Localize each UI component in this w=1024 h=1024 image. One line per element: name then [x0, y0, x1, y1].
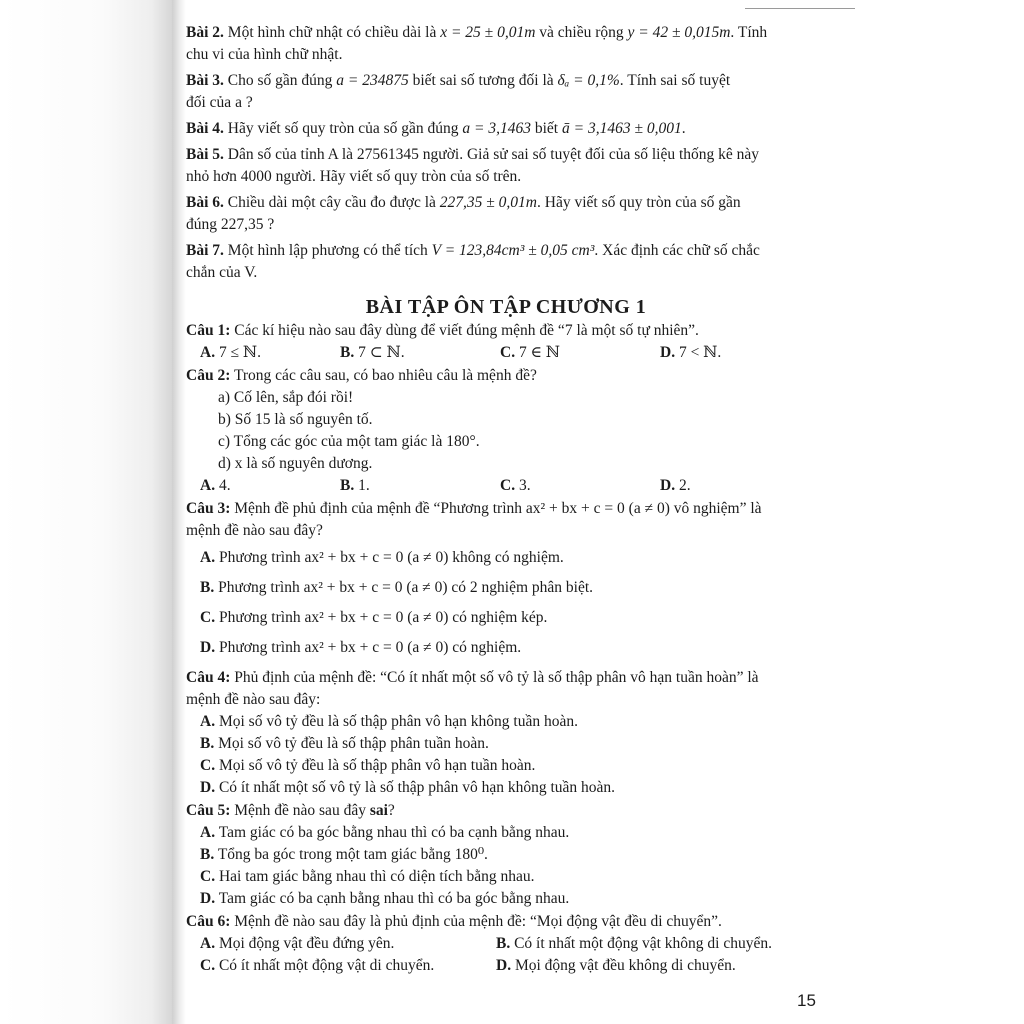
choice-b[interactable] — [200, 733, 826, 755]
exercise-text: Chiều dài một cây cầu đo được là — [227, 194, 440, 211]
question-3 — [186, 498, 826, 659]
choice-text: Mọi động vật đều đứng yên. — [218, 935, 395, 952]
choice-text: Mọi động vật đều không di chuyển. — [514, 957, 736, 974]
exercise-math: y = 42 ± 0,015m — [627, 24, 731, 41]
choices — [186, 342, 826, 364]
choice-b[interactable] — [200, 577, 826, 599]
choice-text: Có ít nhất một động vật không di chuyển. — [514, 935, 772, 952]
exercise-text: và chiều rộng — [535, 24, 628, 41]
question-label: Câu 4: — [186, 669, 231, 686]
question-label: Câu 5: — [186, 802, 231, 819]
exercise-math: x = 25 ± 0,01m — [440, 24, 536, 41]
exercise-math: 227,35 ± 0,01m — [439, 194, 537, 211]
question-text: ? — [387, 802, 395, 819]
exercise-bai-7 — [186, 240, 826, 284]
choice-c[interactable] — [200, 755, 826, 777]
exercise-text: nhỏ hơn 4000 người. Hãy viết số quy tròn của số trên. — [186, 168, 522, 185]
question-text: Mệnh đề nào sau đây — [234, 802, 370, 819]
choice-letter: B. — [200, 846, 215, 863]
choice-c[interactable] — [500, 342, 660, 364]
choice-b[interactable] — [200, 844, 826, 866]
question-text: Phủ định của mệnh đề: “Có ít nhất một số vô tỷ là số thập phân vô hạn tuần hoàn” là — [234, 669, 759, 686]
choice-letter: A. — [200, 477, 216, 494]
section-title: BÀI TẬP ÔN TẬP CHƯƠNG 1 — [365, 296, 647, 318]
exercise-math: δₐ = 0,1% — [557, 72, 620, 89]
choice-d[interactable] — [200, 777, 826, 799]
choice-letter: A. — [200, 549, 216, 566]
question-text: Mệnh đề nào sau đây là phủ định của mệnh đề: “Mọi động vật đều di chuyển”. — [234, 913, 722, 930]
exercise-bai-4 — [186, 118, 826, 140]
question-text: Trong các câu sau, có bao nhiêu câu là mệnh đề? — [233, 367, 537, 384]
choice-letter: A. — [200, 713, 216, 730]
statement: d) x là số nguyên dương. — [218, 455, 373, 472]
choices — [186, 822, 826, 910]
question-text: Các kí hiệu nào sau đây dùng để viết đúng mệnh đề “7 là một số tự nhiên”. — [234, 322, 699, 339]
choice-letter: D. — [200, 779, 216, 796]
exercise-label: Bài 4. — [186, 120, 224, 137]
exercise-text: Một hình chữ nhật có chiều dài là — [227, 24, 441, 41]
choice-text: Phương trình ax² + bx + c = 0 (a ≠ 0) không có nghiệm. — [218, 549, 564, 566]
choice-letter: D. — [660, 344, 676, 361]
question-2 — [186, 365, 826, 497]
book-spine-shadow — [0, 0, 172, 1024]
page-gutter — [172, 0, 186, 1024]
choice-letter: B. — [496, 935, 511, 952]
choice-letter: D. — [200, 890, 216, 907]
choice-letter: C. — [500, 344, 516, 361]
statement: a) Cố lên, sắp đói rồi! — [218, 389, 354, 406]
choice-a[interactable] — [200, 711, 826, 733]
choice-a[interactable] — [200, 475, 340, 497]
question-text: Mệnh đề phủ định của mệnh đề “Phương trình ax² + bx + c = 0 (a ≠ 0) vô nghiệm” là — [234, 500, 762, 517]
question-4 — [186, 667, 826, 799]
exercise-text: . Tính — [730, 24, 768, 41]
exercise-text: chu vi của hình chữ nhật. — [186, 46, 343, 63]
choice-c[interactable] — [200, 866, 826, 888]
choice-letter: D. — [496, 957, 512, 974]
exercise-text: Hãy viết số quy tròn của số gần đúng — [227, 120, 463, 137]
choice-text: Mọi số vô tỷ đều là số thập phân tuần hoàn. — [218, 735, 489, 752]
choice-text: 7 < ℕ. — [678, 344, 722, 361]
page-number: 15 — [797, 991, 816, 1010]
exercise-text: đối của a ? — [186, 94, 253, 111]
choice-b[interactable] — [340, 475, 500, 497]
exercise-text: biết sai số tương đối là — [408, 72, 558, 89]
choice-text: Có ít nhất một động vật di chuyển. — [218, 957, 435, 974]
choice-text: Tam giác có ba góc bằng nhau thì có ba cạnh bằng nhau. — [218, 824, 570, 841]
choices — [186, 711, 826, 799]
choice-letter: B. — [200, 735, 215, 752]
exercise-math: ā = 3,1463 ± 0,001 — [562, 120, 682, 137]
exercise-math: a = 234875 — [336, 72, 409, 89]
choice-text: Phương trình ax² + bx + c = 0 (a ≠ 0) có 2 nghiệm phân biệt. — [218, 579, 594, 596]
top-rule — [745, 8, 855, 9]
choice-c[interactable] — [200, 607, 826, 629]
question-text: mệnh đề nào sau đây: — [186, 691, 321, 708]
question-label: Câu 1: — [186, 322, 231, 339]
exercise-label: Bài 6. — [186, 194, 224, 211]
choice-d[interactable] — [496, 955, 816, 977]
choice-text: 7 ⊂ ℕ. — [358, 344, 405, 361]
exercise-math: V = 123,84cm³ ± 0,05 cm³ — [431, 242, 595, 259]
choices — [186, 475, 826, 497]
question-1 — [186, 320, 826, 364]
choice-letter: A. — [200, 824, 216, 841]
choice-text: Tổng ba góc trong một tam giác bằng 180⁰. — [217, 846, 488, 863]
choice-text: 7 ∈ ℕ — [518, 344, 561, 361]
question-5 — [186, 800, 826, 910]
exercise-label: Bài 2. — [186, 24, 224, 41]
exercise-math: a = 3,1463 — [462, 120, 531, 137]
choice-c[interactable] — [500, 475, 660, 497]
choice-text: Có ít nhất một số vô tỷ là số thập phân vô hạn không tuần hoàn. — [218, 779, 616, 796]
question-label: Câu 6: — [186, 913, 231, 930]
choice-text: 2. — [678, 477, 691, 494]
choice-text: Mọi số vô tỷ đều là số thập phân vô hạn không tuần hoàn. — [218, 713, 578, 730]
choice-d[interactable] — [660, 342, 820, 364]
choice-letter: B. — [340, 477, 355, 494]
choice-d[interactable] — [660, 475, 820, 497]
question-text: mệnh đề nào sau đây? — [186, 522, 323, 539]
choice-letter: C. — [200, 757, 216, 774]
choice-c[interactable] — [200, 955, 496, 977]
exercise-label: Bài 5. — [186, 146, 224, 163]
choice-text: 1. — [358, 477, 370, 494]
choice-letter: C. — [200, 957, 216, 974]
exercise-text: Một hình lập phương có thể tích — [227, 242, 432, 259]
statement: c) Tổng các góc của một tam giác là 180°. — [218, 433, 480, 450]
exercise-bai-2 — [186, 22, 826, 66]
question-label: Câu 3: — [186, 500, 231, 517]
choice-text: Tam giác có ba cạnh bằng nhau thì có ba góc bằng nhau. — [218, 890, 570, 907]
choice-b[interactable] — [340, 342, 500, 364]
choice-text: 3. — [518, 477, 531, 494]
choice-a[interactable] — [200, 933, 496, 955]
question-6 — [186, 911, 826, 977]
exercise-text: . Tính sai số tuyệt — [619, 72, 731, 89]
choice-a[interactable] — [200, 342, 340, 364]
exercise-text: đúng 227,35 ? — [186, 216, 275, 233]
statement: b) Số 15 là số nguyên tố. — [218, 411, 373, 428]
choice-text: Phương trình ax² + bx + c = 0 (a ≠ 0) có nghiệm kép. — [218, 609, 548, 626]
choice-a[interactable] — [200, 547, 826, 569]
choice-text: 7 ≤ ℕ. — [218, 344, 262, 361]
exercise-text: . Xác định các chữ số chắc — [594, 242, 760, 259]
exercise-bai-3 — [186, 70, 826, 114]
choice-letter: D. — [660, 477, 676, 494]
choice-text: Hai tam giác bằng nhau thì có diện tích bằng nhau. — [218, 868, 535, 885]
choice-letter: B. — [200, 579, 215, 596]
choices — [186, 933, 826, 977]
choice-d[interactable] — [200, 637, 826, 659]
choice-letter: D. — [200, 639, 216, 656]
exercise-bai-6 — [186, 192, 826, 236]
exercise-text: Cho số gần đúng — [227, 72, 337, 89]
page-content — [186, 22, 826, 977]
choice-letter: B. — [340, 344, 355, 361]
question-label: Câu 2: — [186, 367, 231, 384]
choice-letter: A. — [200, 344, 216, 361]
choice-letter: C. — [500, 477, 516, 494]
choice-text: Mọi số vô tỷ đều là số thập phân vô hạn tuần hoàn. — [218, 757, 536, 774]
choice-letter: C. — [200, 609, 216, 626]
exercise-text: . — [681, 120, 686, 137]
choice-letter: A. — [200, 935, 216, 952]
question-emphasis: sai — [369, 802, 388, 819]
choice-b[interactable] — [496, 933, 816, 955]
choice-text: Phương trình ax² + bx + c = 0 (a ≠ 0) có nghiệm. — [218, 639, 522, 656]
exercise-bai-5 — [186, 144, 826, 188]
exercise-text: Dân số của tỉnh A là 27561345 người. Giả sử sai số tuyệt đối của số liệu thống kê này — [227, 146, 760, 163]
exercise-text: biết — [531, 120, 562, 137]
exercise-text: chắn của V. — [186, 264, 258, 281]
exercise-label: Bài 3. — [186, 72, 224, 89]
exercise-label: Bài 7. — [186, 242, 224, 259]
choice-d[interactable] — [200, 888, 826, 910]
choice-a[interactable] — [200, 822, 826, 844]
exercise-text: . Hãy viết số quy tròn của số gần — [537, 194, 741, 211]
choices — [186, 547, 826, 659]
choice-letter: C. — [200, 868, 216, 885]
choice-text: 4. — [218, 477, 231, 494]
